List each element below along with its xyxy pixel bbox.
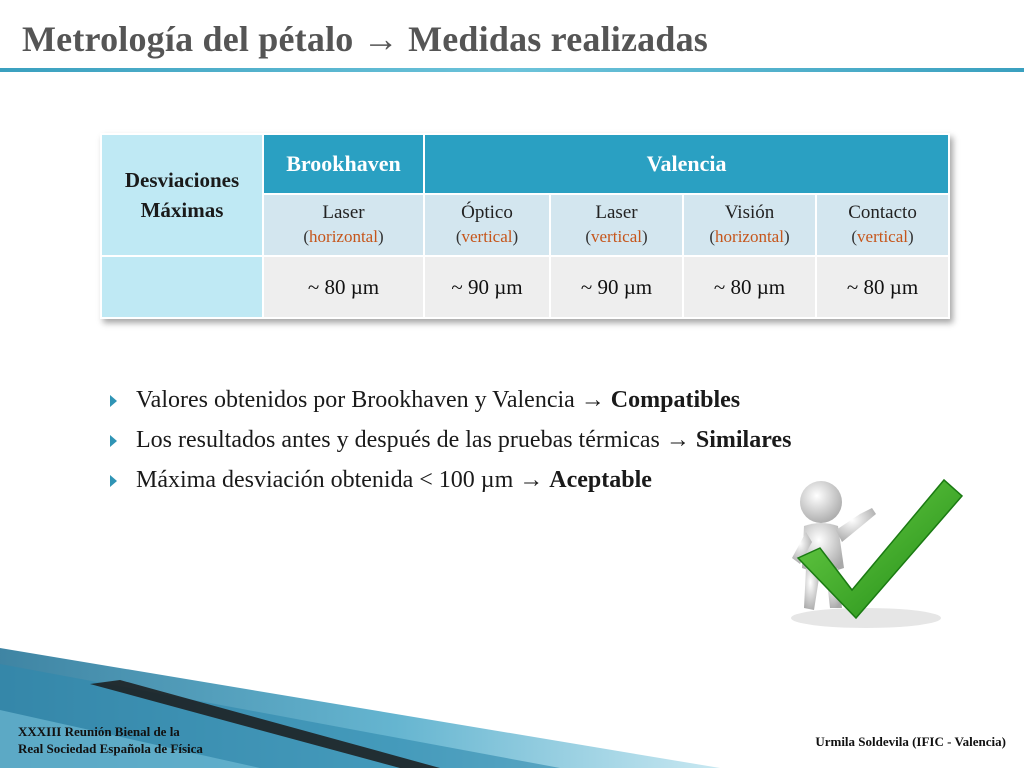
method-orientation (264, 225, 423, 249)
table-corner-cell (101, 134, 263, 256)
paren-close: ) (783, 227, 790, 246)
method-orientation (684, 225, 815, 249)
list-item (108, 420, 791, 460)
method-name: Óptico (461, 202, 513, 223)
paren-open: ( (303, 227, 310, 246)
group-header-brookhaven: Brookhaven (263, 134, 424, 194)
method-name: Laser (595, 202, 638, 223)
orientation-text: horizontal (715, 227, 784, 246)
table-corner-bottom (101, 256, 263, 318)
orientation-text: horizontal (309, 227, 378, 246)
list-item (108, 380, 791, 420)
conclusions-list (108, 380, 791, 500)
method-orientation (551, 225, 682, 249)
bullet-text: Máxima desviación obtenida < 100 µm → (136, 467, 550, 493)
triangle-right-icon (110, 395, 117, 407)
group-header-valencia: Valencia (424, 134, 949, 194)
paren-close: ) (377, 227, 384, 246)
title-underline (0, 68, 1024, 72)
paren-close: ) (641, 227, 648, 246)
footer-author: Urmila Soldevila (IFIC - Valencia) (815, 734, 1006, 749)
footer-conference (18, 723, 203, 757)
paren-open: ( (585, 227, 592, 246)
paren-open: ( (851, 227, 858, 246)
corner-label-line2: Máximas (140, 198, 224, 222)
bullet-text: Valores obtenidos por Brookhaven y Valencia → (136, 387, 611, 413)
deviation-value: ~ 90 µm (424, 256, 550, 318)
orientation-text: vertical (461, 227, 513, 246)
method-cell (424, 194, 550, 256)
footer-conference-line2: Real Sociedad Española de Física (18, 741, 203, 756)
person-with-checkmark-icon (756, 468, 976, 638)
slide-title: Metrología del pétalo → Medidas realizadas (22, 19, 709, 59)
method-name: Laser (322, 202, 365, 223)
deviations-table (100, 133, 950, 319)
orientation-text: vertical (857, 227, 908, 246)
method-orientation (425, 225, 549, 249)
bullet-text: Los resultados antes y después de las pruebas térmicas → (136, 427, 696, 453)
deviation-value: ~ 90 µm (550, 256, 683, 318)
method-cell (263, 194, 424, 256)
method-cell (550, 194, 683, 256)
paren-open: ( (709, 227, 716, 246)
deviation-value: ~ 80 µm (263, 256, 424, 318)
triangle-right-icon (110, 475, 117, 487)
bullet-emphasis: Aceptable (549, 467, 652, 493)
method-cell (816, 194, 949, 256)
bullet-emphasis: Similares (695, 427, 792, 453)
list-item (108, 460, 791, 500)
deviation-value: ~ 80 µm (816, 256, 949, 318)
method-name: Contacto (848, 202, 917, 223)
method-name: Visión (724, 202, 775, 223)
method-cell (683, 194, 816, 256)
bullet-emphasis: Compatibles (610, 387, 741, 413)
paren-close: ) (512, 227, 519, 246)
method-orientation (817, 225, 948, 249)
orientation-text: vertical (591, 227, 642, 246)
paren-open: ( (455, 227, 462, 246)
paren-close: ) (908, 227, 914, 246)
corner-label-line1: Desviaciones (124, 168, 240, 192)
footer-conference-line1: XXXIII Reunión Bienal de la (18, 724, 180, 739)
triangle-right-icon (110, 435, 117, 447)
deviation-value: ~ 80 µm (683, 256, 816, 318)
